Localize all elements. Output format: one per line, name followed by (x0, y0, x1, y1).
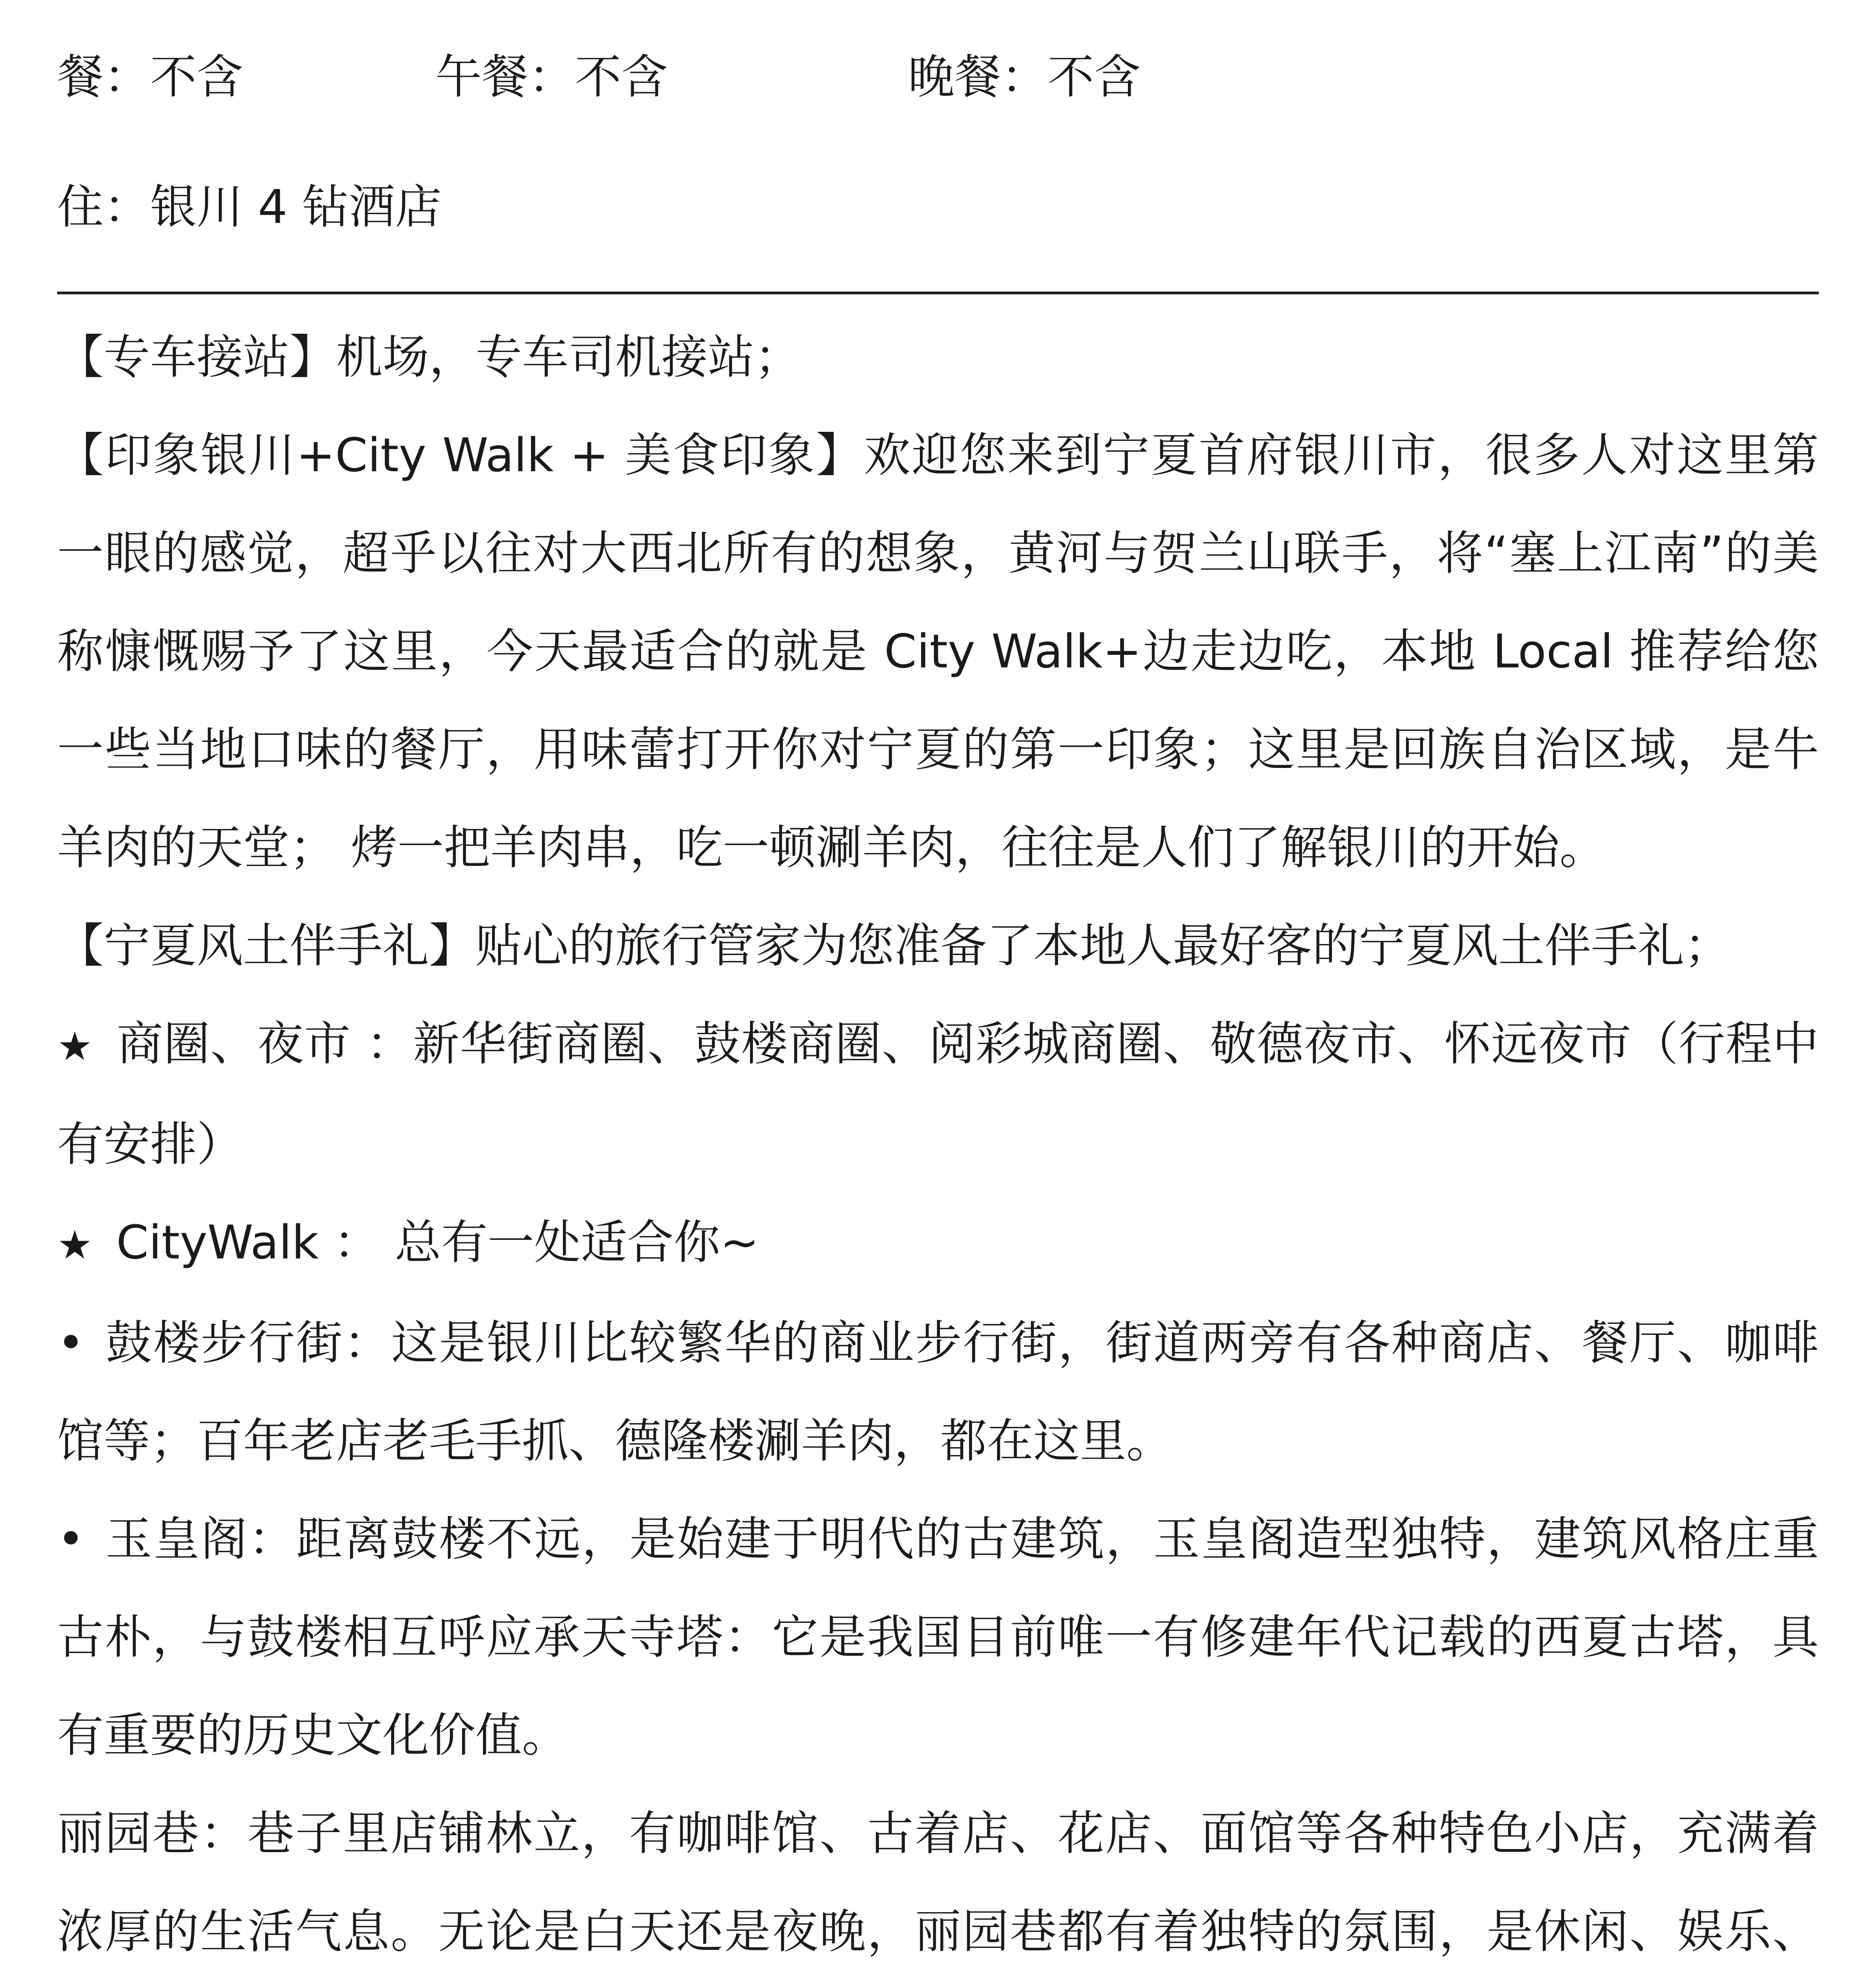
yuhuangge-item (57, 1490, 1819, 1784)
lunch-info: 午餐：不含 (435, 50, 668, 104)
star-icon: ★ (57, 1023, 93, 1069)
hotel-info: 住：银川 4 钻酒店 (57, 180, 442, 234)
itinerary-page (57, 37, 1819, 1970)
day-description (57, 308, 1819, 1970)
gift-paragraph: 【宁夏风土伴手礼】贴心的旅行管家为您准备了本地人最好客的宁夏风土伴手礼； (57, 918, 1731, 973)
gulou-text: 鼓楼步行街：这是银川比较繁华的商业步行街，街道两旁有各种商店、餐厅、咖啡馆等；百年老店老毛手抓、德隆楼涮羊肉，都在这里。 (57, 1316, 1819, 1468)
dinner-info: 晚餐：不含 (908, 50, 1141, 104)
shopping-item (57, 995, 1819, 1193)
yuhuangge-text: 玉皇阁：距离鼓楼不远，是始建于明代的古建筑，玉皇阁造型独特，建筑风格庄重古朴，与鼓楼相互呼应承天寺塔：它是我国目前唯一有修建年代记载的西夏古塔，具有重要的历史文化价值。 (57, 1512, 1819, 1762)
star-icon: ★ (57, 1222, 93, 1268)
bullet-icon: • (57, 1512, 85, 1566)
divider (57, 292, 1819, 294)
breakfast-info: 餐：不含 (57, 50, 243, 104)
gulou-item (57, 1294, 1819, 1490)
shopping-text: 商圈、夜市 ：新华街商圈、鼓楼商圈、阅彩城商圈、敬德夜市、怀远夜市（行程中有安排） (57, 1017, 1819, 1171)
meals-row (57, 37, 1819, 116)
citywalk-heading-item (57, 1193, 1819, 1294)
bullet-icon: • (57, 1316, 85, 1370)
liyuan-paragraph: 丽园巷：巷子里店铺林立，有咖啡馆、古着店、花店、面馆等各种特色小店，充满着浓厚的生活气息。无论是白天还是夜晚，丽园巷都有着独特的氛围，是休闲、娱乐、 (57, 1806, 1819, 1959)
city-walk-intro-paragraph: 【印象银川+City Walk + 美食印象】欢迎您来到宁夏首府银川市，很多人对这里第一眼的感觉，超乎以往对大西北所有的想象，黄河与贺兰山联手，将“塞上江南”的美称慷慨赐予了这里，今天最适合的就是 City Walk+边走边吃，本地 Local 推荐给您一些当地口味的餐厅，用味蕾打开你对宁夏的第一印象；这里是回族自治区域，是牛羊肉的天堂； 烤一把羊肉串，吃一顿涮羊肉，往往是人们了解银川的开始。 (57, 428, 1819, 875)
citywalk-heading-text: CityWalk ： 总有一处适合你~ (116, 1215, 759, 1269)
pickup-paragraph: 【专车接站】机场，专车司机接站； (57, 330, 801, 384)
